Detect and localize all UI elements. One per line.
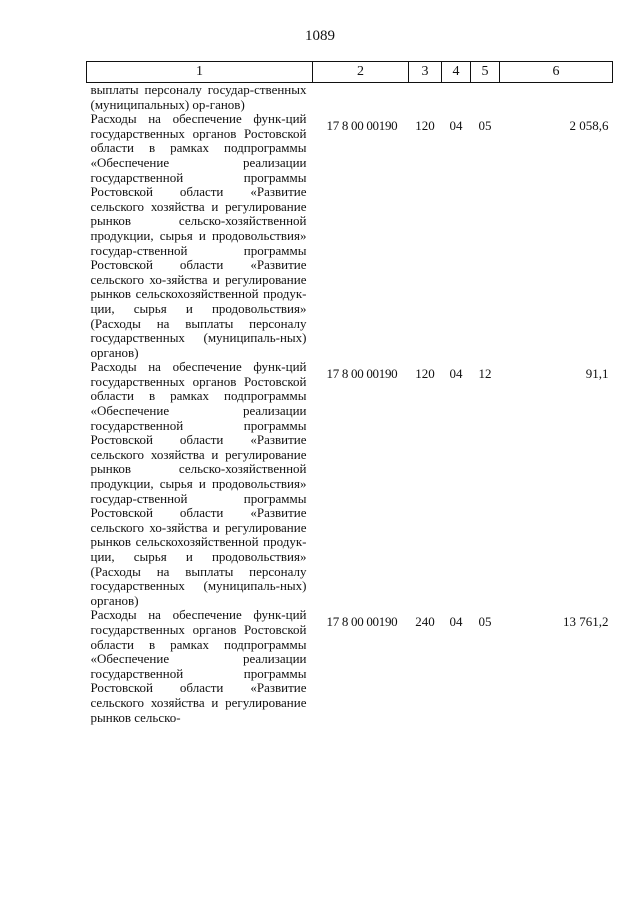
continuation-row <box>87 83 613 113</box>
row-name: Расходы на обеспечение функ-ций государственных органов Ростовской области в рамках подпрограммы «Обеспечение реализации государственной программы Ростовской области «Развитие сельского хозяйства и регулирование рынков сельско- <box>90 607 307 725</box>
table-row <box>87 112 613 360</box>
column-header-1: 1 <box>87 62 313 83</box>
row-amount: 2 058,6 <box>569 118 609 134</box>
row-section: 04 <box>449 366 463 382</box>
row-amount: 91,1 <box>585 366 609 382</box>
page-number: 1089 <box>305 28 335 44</box>
row-expense-type: 120 <box>415 118 435 134</box>
row-subsection: 05 <box>478 614 492 630</box>
row-name: Расходы на обеспечение функ-ций государственных органов Ростовской области в рамках подпрограммы «Обеспечение реализации государственной программы Ростовской области «Развитие сельского хозяйства и регулирование рынков сельско-хозяйственной продукции, сырья и продовольствия» государ-ственной программы Ростовской области «Развитие сельского хо-зяйства и регулирование рынков сельскохозяйственной продук-ции, сырья и продовольствия» (Расходы на выплаты персоналу государственных (муниципаль-ных) органов) <box>90 111 307 360</box>
column-header-6: 6 <box>500 62 613 83</box>
row-target-code: 17 8 00 00190 <box>326 614 398 630</box>
table-row <box>87 360 613 608</box>
column-header-2: 2 <box>313 62 409 83</box>
row-expense-type: 120 <box>415 366 435 382</box>
row-target-code: 17 8 00 00190 <box>326 366 398 382</box>
row-expense-type: 240 <box>415 614 435 630</box>
column-header-5: 5 <box>471 62 500 83</box>
row-section: 04 <box>449 118 463 134</box>
row-amount: 13 761,2 <box>563 614 609 630</box>
table-row <box>87 608 613 725</box>
table-header-row <box>87 62 613 83</box>
row-section: 04 <box>449 614 463 630</box>
row-name: Расходы на обеспечение функ-ций государственных органов Ростовской области в рамках подпрограммы «Обеспечение реализации государственной программы Ростовской области «Развитие сельского хозяйства и регулирование рынков сельско-хозяйственной продукции, сырья и продовольствия» государ-ственной программы Ростовской области «Развитие сельского хо-зяйства и регулирование рынков сельскохозяйственной продук-ции, сырья и продовольствия» (Расходы на выплаты персоналу государственных (муниципаль-ных) органов) <box>90 359 307 608</box>
row-subsection: 12 <box>478 366 492 382</box>
row-target-code: 17 8 00 00190 <box>326 118 398 134</box>
column-header-3: 3 <box>409 62 442 83</box>
row-subsection: 05 <box>478 118 492 134</box>
budget-table <box>86 61 613 725</box>
column-header-4: 4 <box>442 62 471 83</box>
continuation-text: выплаты персоналу государ-ственных (муниципальных) ор-ганов) <box>90 82 307 112</box>
